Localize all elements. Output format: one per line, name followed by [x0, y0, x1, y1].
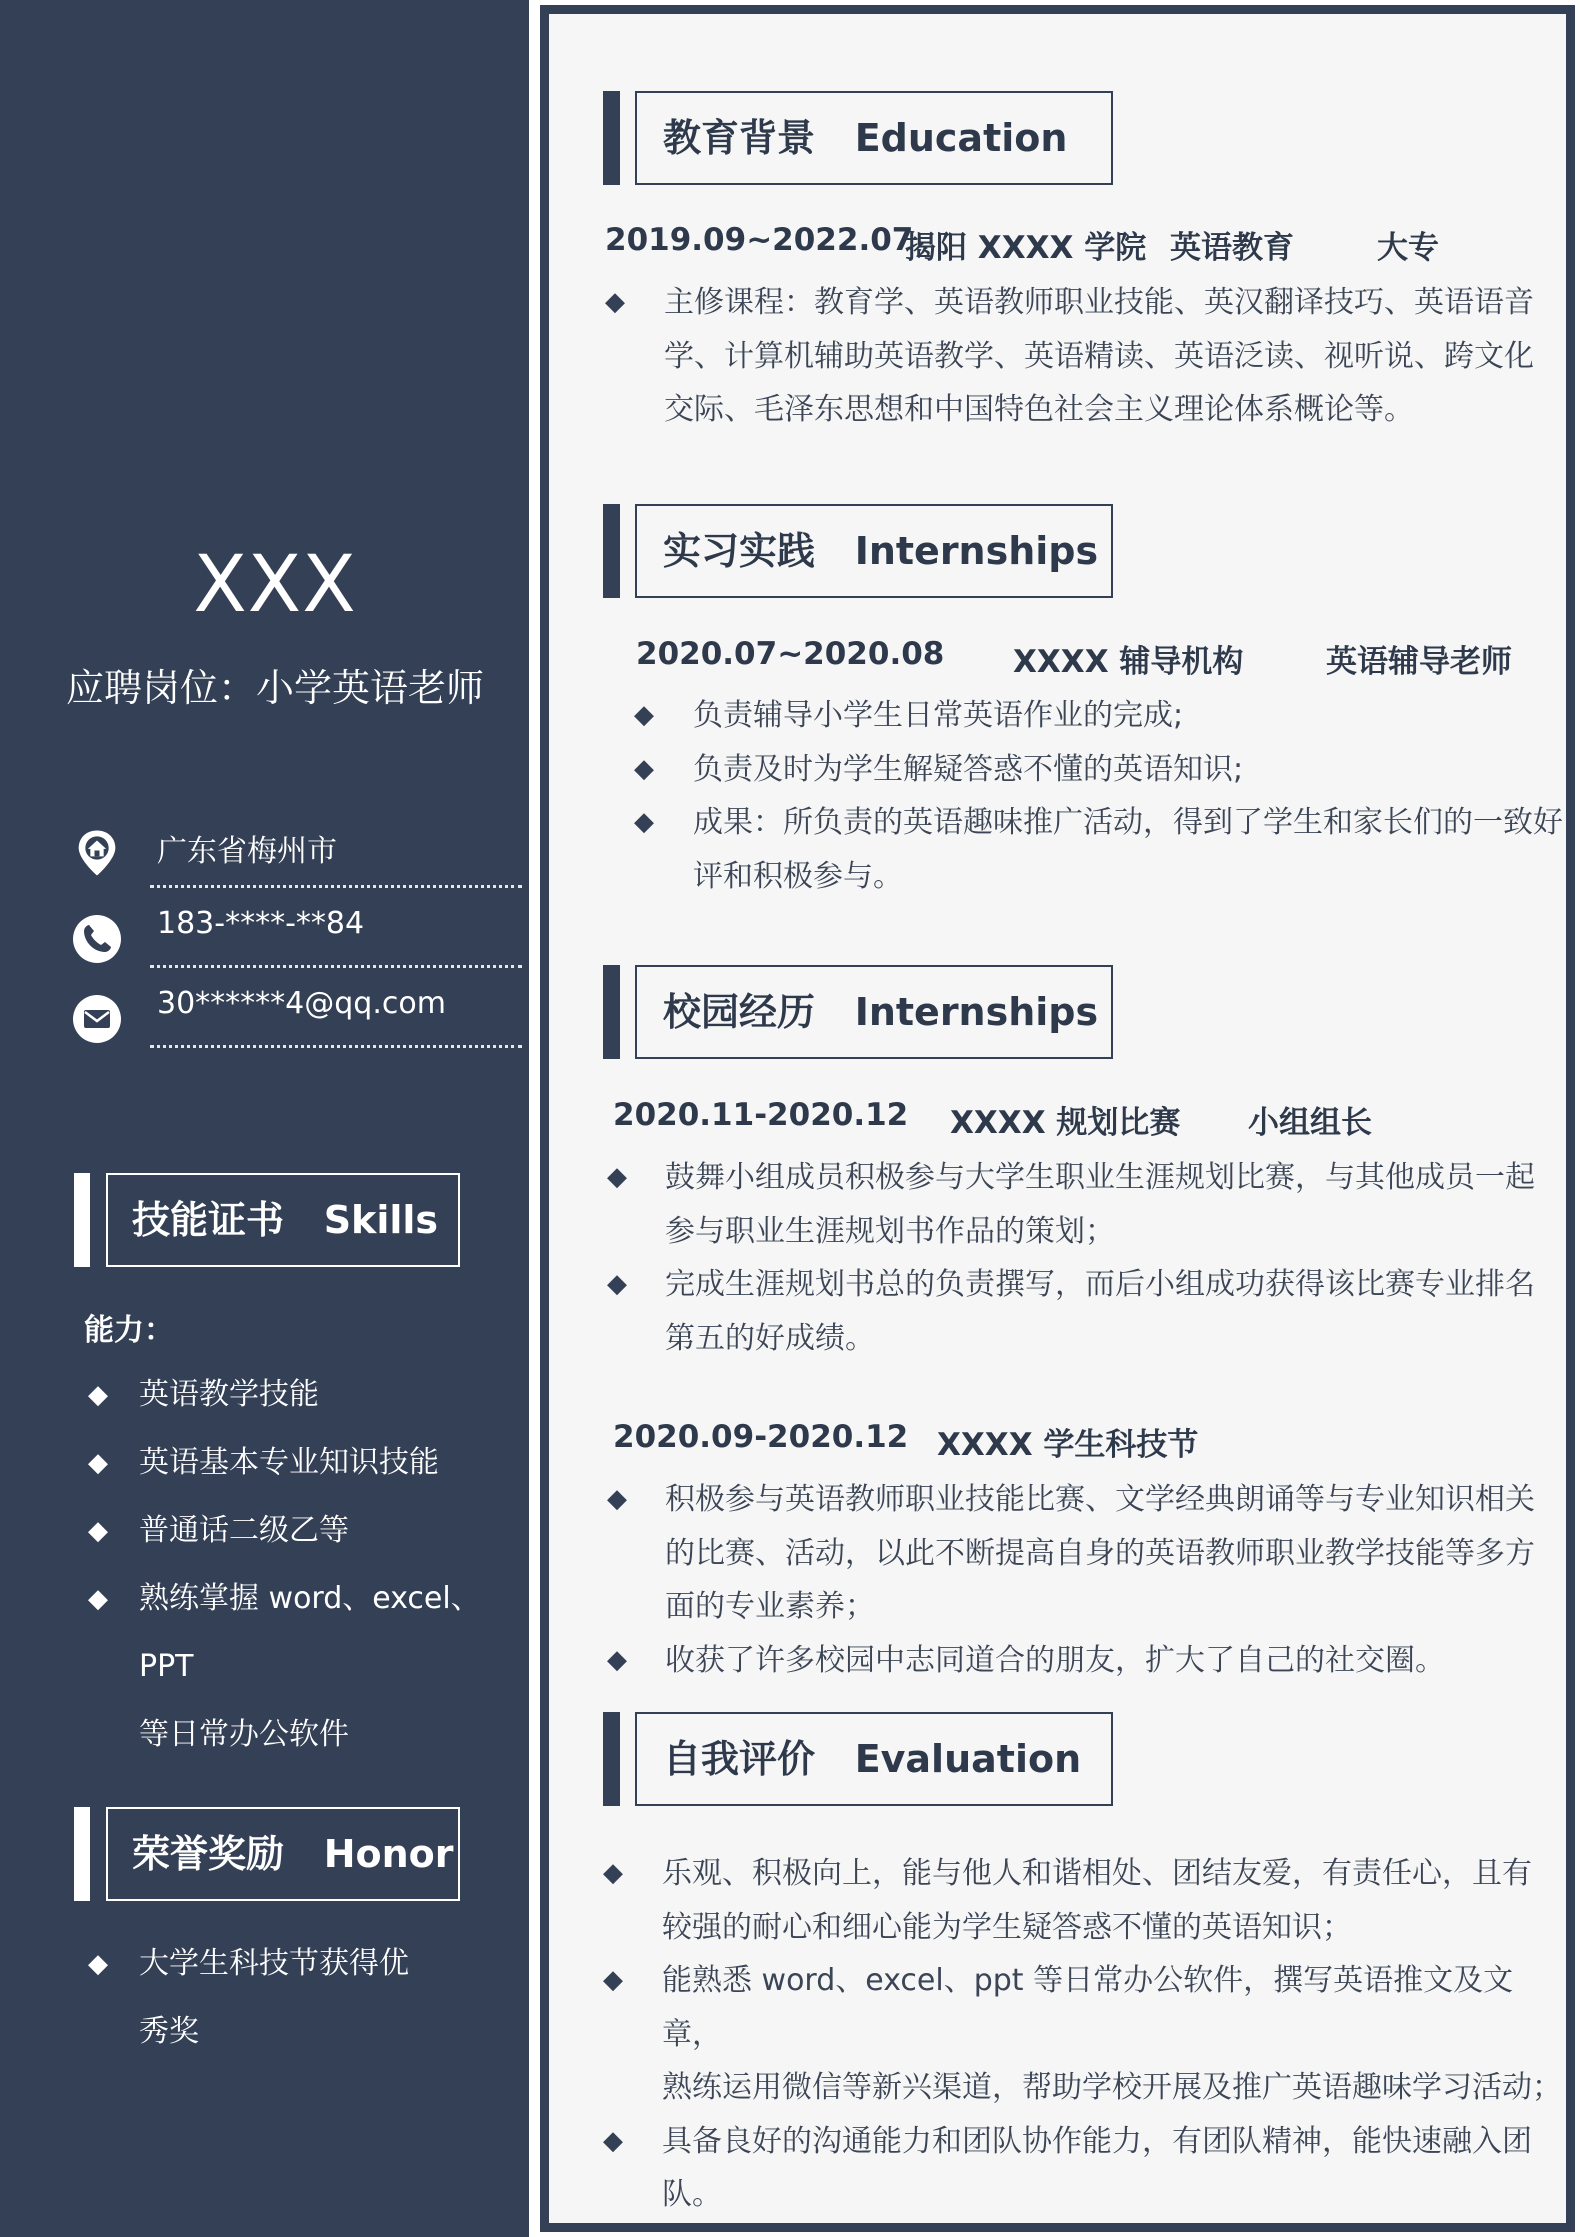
list-item: ◆ 乐观、积极向上，能与他人和谐相处、团结友爱，有责任心，且有: [603, 1847, 1566, 1901]
email-text: 30******4@qq.com: [157, 986, 446, 1021]
diamond-bullet-icon: ◆: [607, 1162, 627, 1192]
contact-location: [72, 826, 462, 906]
list-item: ◆ 完成生涯规划书总的负责撰写，而后小组成功获得该比赛专业排名: [607, 1258, 1535, 1312]
list-item: ◆ 负责辅导小学生日常英语作业的完成;: [634, 689, 1563, 743]
education-date: 2019.09~2022.07: [605, 222, 914, 258]
education-heading: [603, 91, 1113, 185]
list-item: ◆ 成果：所负责的英语趣味推广活动，得到了学生和家长们的一致好: [634, 796, 1563, 850]
diamond-bullet-icon: ◆: [607, 1269, 627, 1299]
list-item: ◆ 收获了许多校园中志同道合的朋友，扩大了自己的社交圈。: [607, 1634, 1535, 1688]
list-item: 参与职业生涯规划书作品的策划；: [665, 1213, 1115, 1249]
evaluation-heading-label: 自我评价 Evaluation: [635, 1712, 1113, 1806]
list-item: 学、计算机辅助英语教学、英语精读、英语泛读、视听说、跨文化: [664, 338, 1534, 374]
diamond-bullet-icon: ◆: [88, 1448, 108, 1478]
skills-subtitle: 能力：: [84, 1313, 174, 1348]
campus-heading: [603, 965, 1113, 1059]
list-item: 评和积极参与。: [693, 858, 903, 894]
diamond-bullet-icon: ◆: [603, 1858, 623, 1888]
heading-bar: [603, 965, 620, 1059]
education-details: [605, 276, 1534, 437]
list-item: ◆ 具备良好的沟通能力和团队协作能力，有团队精神，能快速融入团: [603, 2115, 1566, 2169]
diamond-bullet-icon: ◆: [88, 1380, 108, 1410]
campus-entry1-details: [607, 1151, 1535, 1365]
evaluation-heading: [603, 1712, 1113, 1806]
education-major: 英语教育: [1170, 230, 1294, 266]
heading-bar: [603, 504, 620, 598]
applied-position: 应聘岗位：小学英语老师: [65, 666, 484, 710]
list-item: ◆ 英语教学技能: [84, 1361, 529, 1429]
campus-entry2-org: XXXX 学生科技节: [937, 1427, 1199, 1463]
education-degree: 大专: [1377, 230, 1439, 266]
heading-bar: [74, 1173, 90, 1267]
campus-heading-label: 校园经历 Internships: [635, 965, 1113, 1059]
internship-heading-label: 实习实践 Internships: [635, 504, 1113, 598]
list-item: 第五的好成绩。: [665, 1320, 875, 1356]
location-text: 广东省梅州市: [157, 834, 337, 869]
phone-text: 183-****-**84: [157, 906, 365, 941]
list-item: ◆ 积极参与英语教师职业技能比赛、文学经典朗诵等与专业知识相关: [607, 1473, 1535, 1527]
diamond-bullet-icon: ◆: [88, 1949, 108, 1979]
list-item: ◆ 大学生科技节获得优: [84, 1930, 409, 1998]
divider: [150, 1045, 522, 1048]
internship-org: XXXX 辅导机构: [1013, 644, 1244, 680]
email-icon: [72, 994, 122, 1044]
list-item: 较强的耐心和细心能为学生疑答惑不懂的英语知识；: [662, 1909, 1352, 1945]
internship-role: 英语辅导老师: [1326, 644, 1512, 680]
phone-icon: [72, 914, 122, 964]
list-item: 秀奖: [139, 2014, 199, 2049]
diamond-bullet-icon: ◆: [88, 1584, 108, 1614]
list-item: 面的专业素养；: [665, 1589, 875, 1624]
list-item: ◆ 英语基本专业知识技能: [84, 1429, 529, 1497]
list-item: 队。: [662, 2177, 722, 2212]
list-item: ◆ 鼓舞小组成员积极参与大学生职业生涯规划比赛，与其他成员一起: [607, 1151, 1535, 1205]
education-school: 揭阳 XXXX 学院: [905, 230, 1147, 266]
list-item: ◆ 负责及时为学生解疑答惑不懂的英语知识;: [634, 743, 1563, 797]
diamond-bullet-icon: ◆: [634, 700, 654, 730]
heading-bar: [603, 91, 620, 185]
list-item: ◆ 普通话二级乙等: [84, 1497, 529, 1565]
divider: [150, 885, 522, 888]
location-pin-icon: [72, 828, 122, 878]
list-item: 的比赛、活动，以此不断提高自身的英语教师职业教学技能等多方: [665, 1535, 1535, 1571]
contact-email: [72, 986, 462, 1066]
list-item: ◆ 能熟悉 word、excel、ppt 等日常办公软件，撰写英语推文及文章，: [603, 1954, 1566, 2061]
honor-list: [84, 1930, 409, 2066]
campus-entry2-date: 2020.09-2020.12: [613, 1419, 909, 1455]
honor-heading-label: 荣誉奖励 Honor: [106, 1807, 460, 1901]
candidate-name: XXX: [193, 540, 357, 630]
skills-heading-label: 技能证书 Skills: [106, 1173, 460, 1267]
diamond-bullet-icon: ◆: [634, 807, 654, 837]
campus-entry1-date: 2020.11-2020.12: [613, 1097, 909, 1133]
campus-entry2-details: [607, 1473, 1535, 1687]
honor-heading: [74, 1807, 460, 1901]
diamond-bullet-icon: ◆: [605, 287, 625, 317]
diamond-bullet-icon: ◆: [634, 753, 654, 784]
list-item: ◆ 熟练掌握 word、excel、PPT: [84, 1565, 529, 1701]
heading-bar: [74, 1807, 90, 1901]
diamond-bullet-icon: ◆: [607, 1644, 627, 1675]
list-item: ◆ 主修课程：教育学、英语教师职业技能、英汉翻译技巧、英语语音: [605, 276, 1534, 330]
campus-entry1-org: XXXX 规划比赛: [950, 1105, 1181, 1141]
list-item: 熟练运用微信等新兴渠道，帮助学校开展及推广英语趣味学习活动；: [662, 2070, 1562, 2105]
internship-date: 2020.07~2020.08: [636, 636, 945, 672]
list-item: 交际、毛泽东思想和中国特色社会主义理论体系概论等。: [664, 392, 1414, 427]
divider: [150, 965, 522, 968]
internship-details: [634, 689, 1563, 903]
sidebar: [0, 0, 529, 2237]
contact-phone: [72, 906, 462, 986]
diamond-bullet-icon: ◆: [603, 2125, 623, 2156]
list-item: 等日常办公软件: [139, 1717, 349, 1752]
main-panel: [540, 5, 1575, 2232]
internship-heading: [603, 504, 1113, 598]
heading-bar: [603, 1712, 620, 1806]
campus-entry1-role: 小组组长: [1248, 1105, 1372, 1141]
evaluation-details: [603, 1847, 1566, 2222]
diamond-bullet-icon: ◆: [607, 1484, 627, 1514]
diamond-bullet-icon: ◆: [603, 1965, 623, 1995]
diamond-bullet-icon: ◆: [88, 1516, 108, 1546]
skills-list: [84, 1361, 529, 1769]
education-heading-label: 教育背景 Education: [635, 91, 1113, 185]
skills-heading: [74, 1173, 460, 1267]
